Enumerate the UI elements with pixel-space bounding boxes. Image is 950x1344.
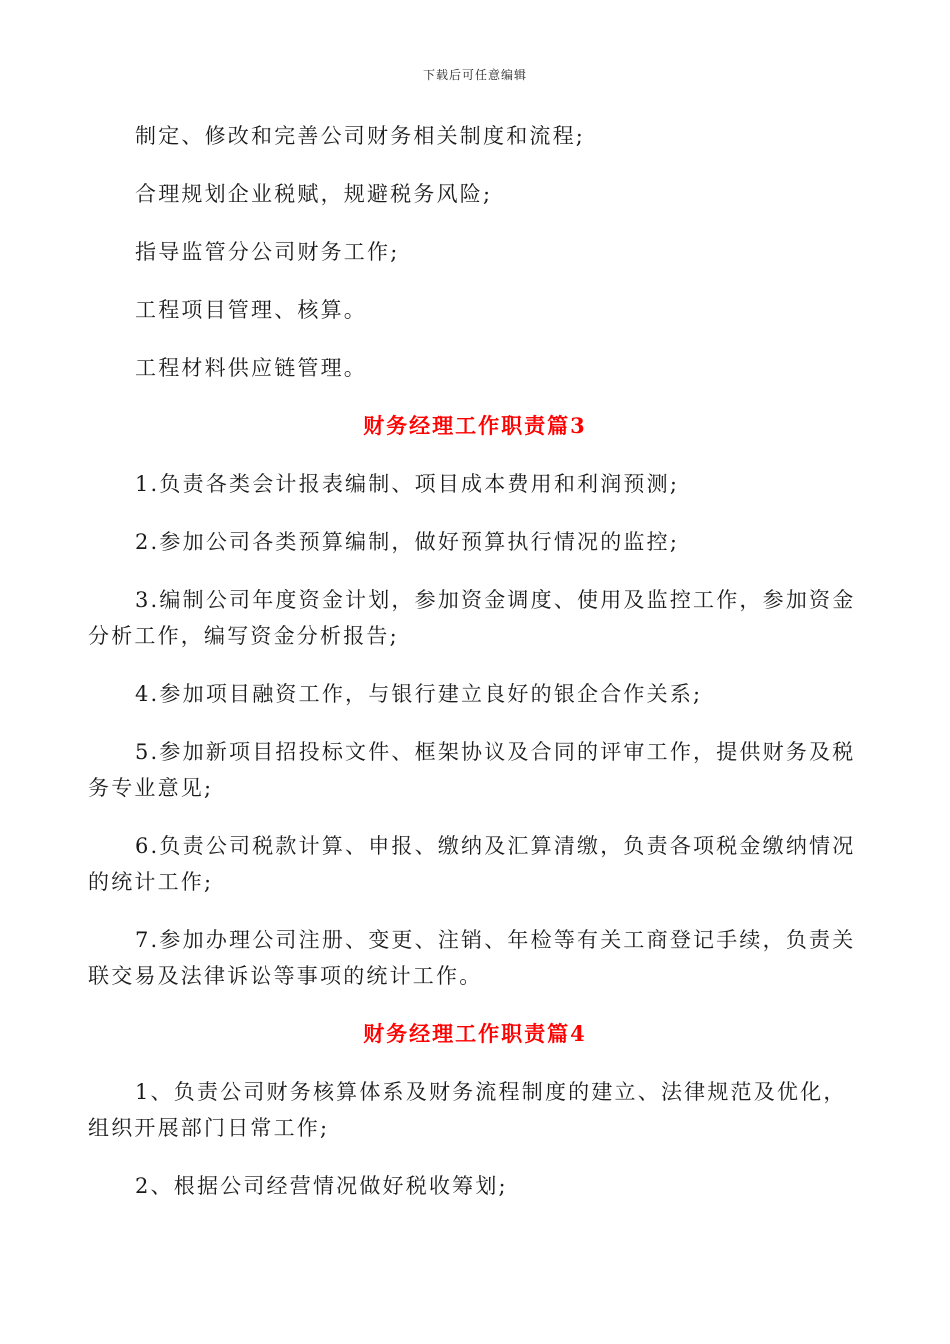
paragraph: 4.参加项目融资工作，与银行建立良好的银企合作关系; <box>135 682 703 706</box>
paragraph: 3.编制公司年度资金计划，参加资金调度、使用及监控工作，参加资金分析工作，编写资金分析报告; <box>88 588 856 648</box>
paragraph: 工程项目管理、核算。 <box>135 298 367 322</box>
paragraph: 合理规划企业税赋，规避税务风险; <box>135 182 493 206</box>
paragraph: 2.参加公司各类预算编制，做好预算执行情况的监控; <box>135 530 680 554</box>
paragraph: 5.参加新项目招投标文件、框架协议及合同的评审工作，提供财务及税务专业意见; <box>88 740 856 800</box>
paragraph: 2、根据公司经营情况做好税收筹划; <box>135 1174 508 1198</box>
paragraph: 1.负责各类会计报表编制、项目成本费用和利润预测; <box>135 472 680 496</box>
paragraph: 1、负责公司财务核算体系及财务流程制度的建立、法律规范及优化，组织开展部门日常工作; <box>88 1080 847 1140</box>
document-body <box>88 118 862 1204</box>
paragraph: 6.负责公司税款计算、申报、缴纳及汇算清缴，负责各项税金缴纳情况的统计工作; <box>88 834 856 894</box>
paragraph: 7.参加办理公司注册、变更、注销、年检等有关工商登记手续，负责关联交易及法律诉讼等事项的统计工作。 <box>88 928 856 988</box>
section-heading: 财务经理工作职责篇3 <box>363 413 587 438</box>
header-note: 下载后可任意编辑 <box>422 68 527 82</box>
paragraph: 制定、修改和完善公司财务相关制度和流程; <box>135 124 586 148</box>
paragraph: 工程材料供应链管理。 <box>135 356 367 380</box>
paragraph: 指导监管分公司财务工作; <box>135 240 400 264</box>
section-heading: 财务经理工作职责篇4 <box>363 1021 587 1046</box>
